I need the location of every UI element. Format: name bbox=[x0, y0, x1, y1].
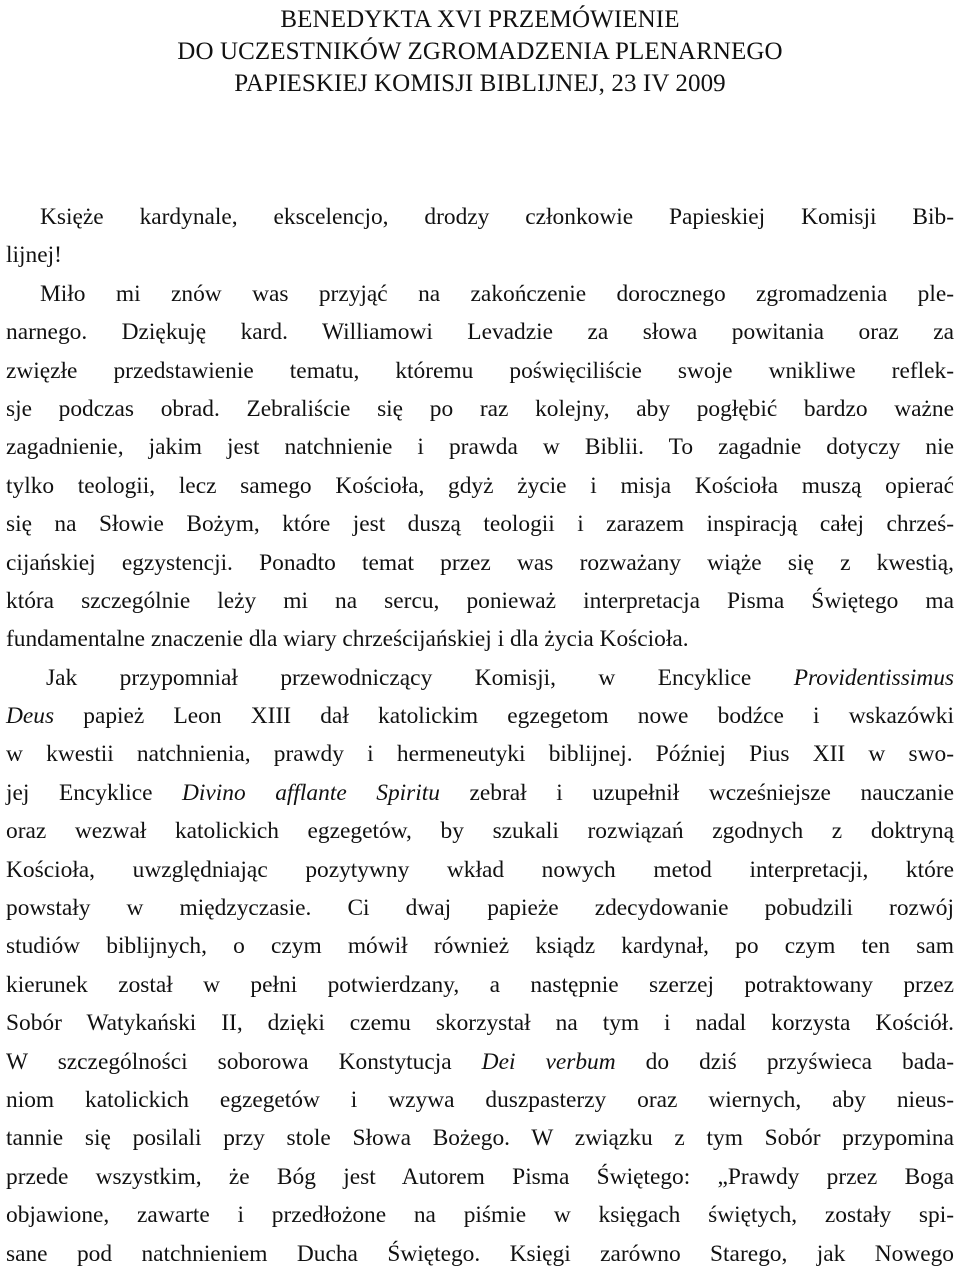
text-line: się na Słowie Bożym, które jest duszą teologii i zarazem inspiracją całej chrześ- bbox=[6, 511, 954, 538]
title-line: BENEDYKTA XVI PRZEMÓWIENIE bbox=[280, 6, 680, 33]
italic-title: Deus bbox=[6, 703, 55, 730]
title-line: PAPIESKIEJ KOMISJI BIBLIJNEJ, 23 IV 2009 bbox=[234, 70, 726, 97]
italic-title: Dei verbum bbox=[481, 1048, 616, 1075]
text-line: tylko teologii, lecz samego Kościoła, gdyż życie i misja Kościoła muszą opierać bbox=[6, 472, 954, 499]
text-line: niom katolickich egzegetów i wzywa duszpasterzy oraz wiernych, aby nieus- bbox=[6, 1086, 954, 1113]
text-line bbox=[6, 697, 954, 735]
italic-title: Divino afflante Spiritu bbox=[182, 779, 440, 806]
text-segment: jej Encyklice bbox=[6, 779, 183, 806]
text-line: tannie się posilali przy stole Słowa Bożego. W związku z tym Sobór przypomina bbox=[6, 1125, 954, 1152]
text-line: zagadnienie, jakim jest natchnienie i prawda w Biblii. To zagadnie dotyczy nie bbox=[6, 434, 954, 461]
text-line: studiów biblijnych, o czym mówił również ksiądz kardynał, po czym ten sam bbox=[6, 933, 954, 960]
text-line: Kościoła, uwzględniając pozytywny wkład nowych metod interpretacji, które bbox=[6, 856, 954, 883]
text-line: sje podczas obrad. Zebraliście się po raz kolejny, aby pogłębić bardzo ważne bbox=[6, 395, 954, 422]
text-line: sane pod natchnieniem Ducha Świętego. Księgi zarówno Starego, jak Nowego bbox=[6, 1240, 954, 1267]
text-line: powstały w międzyczasie. Ci dwaj papieże zdecydowanie pobudzili rozwój bbox=[6, 895, 954, 922]
text-segment: papież Leon XIII dał katolickim egzegetom nowe bodźce i wskazówki bbox=[54, 703, 954, 730]
text-line: Sobór Watykański II, dzięki czemu skorzystał na tym i nadal korzysta Kościół. bbox=[6, 1010, 954, 1037]
text-line bbox=[6, 1043, 954, 1081]
text-line: która szczególnie leży mi na sercu, ponieważ interpretacja Pisma Świętego ma bbox=[6, 587, 954, 614]
italic-title: Providentissimus bbox=[793, 664, 954, 691]
document-body bbox=[6, 198, 954, 1273]
text-line: Miło mi znów was przyjąć na zakończenie dorocznego zgromadzenia ple- bbox=[40, 280, 954, 307]
text-segment: do dziś przyświeca bada- bbox=[615, 1048, 954, 1075]
text-line: kierunek został w pełni potwierdzany, a następnie szerzej potraktowany przez bbox=[6, 971, 954, 998]
document-title bbox=[6, 4, 954, 100]
text-line bbox=[6, 659, 954, 697]
text-segment: Jak przypomniał przewodniczący Komisji, w Encyklice bbox=[46, 664, 794, 691]
text-line: lijnej! bbox=[6, 242, 62, 269]
text-line: oraz wezwał katolickich egzegetów, by szukali rozwiązań zgodnych z doktryną bbox=[6, 818, 954, 845]
text-line: cijańskiej egzystencji. Ponadto temat przez was rozważany wiąże się z kwestią, bbox=[6, 549, 954, 576]
text-line: fundamentalne znaczenie dla wiary chrześcijańskiej i dla życia Kościoła. bbox=[6, 626, 689, 653]
title-line: DO UCZESTNIKÓW ZGROMADZENIA PLENARNEGO bbox=[177, 38, 783, 65]
text-line: zwięzłe przedstawienie tematu, któremu poświęciliście swoje wnikliwe reflek- bbox=[6, 357, 954, 384]
text-segment: zebrał i uzupełnił wcześniejsze nauczanie bbox=[439, 779, 954, 806]
text-segment: W szczególności soborowa Konstytucja bbox=[6, 1048, 482, 1075]
text-line: przede wszystkim, że Bóg jest Autorem Pisma Świętego: „Prawdy przez Boga bbox=[6, 1163, 954, 1190]
text-line: narnego. Dziękuję kard. Williamowi Levadzie za słowa powitania oraz za bbox=[6, 319, 954, 346]
text-line bbox=[6, 774, 954, 812]
text-line: objawione, zawarte i przedłożone na piśmie w księgach świętych, zostały spi- bbox=[6, 1202, 954, 1229]
text-line: Księże kardynale, ekscelencjo, drodzy członkowie Papieskiej Komisji Bib- bbox=[40, 204, 954, 230]
text-line: w kwestii natchnienia, prawdy i hermeneutyki biblijnej. Później Pius XII w swo- bbox=[6, 741, 954, 768]
